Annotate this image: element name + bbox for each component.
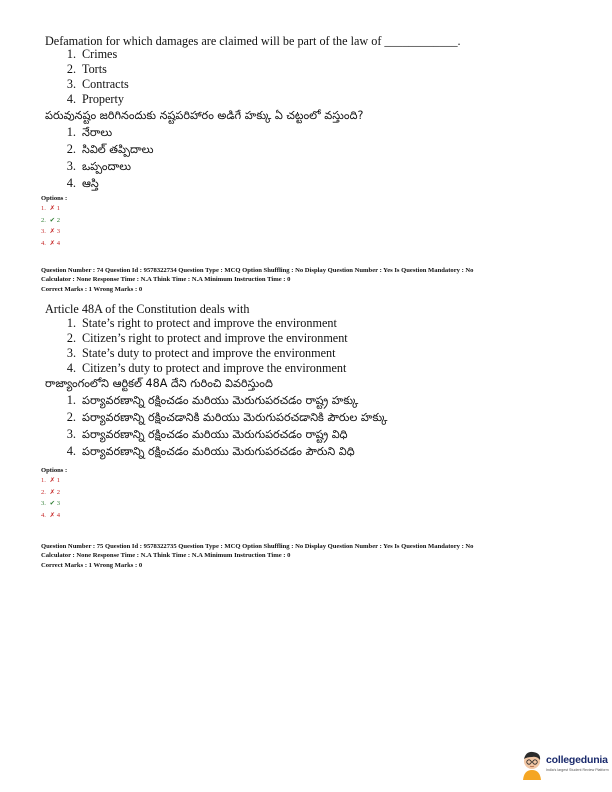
- q74-answer-1: 1. ✗ 1: [41, 475, 67, 487]
- wrong-mark-icon: ✗: [49, 239, 56, 247]
- q73-answer-2: 2. ✔ 2: [41, 215, 67, 227]
- q74-answer-options: [41, 466, 67, 521]
- options-label: Options :: [41, 195, 68, 202]
- options-label: Options :: [41, 467, 68, 474]
- q74-meta: [41, 266, 576, 294]
- wrong-mark-icon: ✗: [49, 511, 56, 519]
- q74-option-en-3: 3. State’s duty to protect and improve the environment: [66, 346, 336, 360]
- q75-meta-line3: Correct Marks : 1 Wrong Marks : 0: [41, 561, 143, 569]
- q74-options-en: [45, 316, 348, 376]
- q73-options-te: [45, 124, 153, 192]
- q73-answer-3: 3. ✗ 3: [41, 226, 67, 238]
- check-mark-icon: ✔: [49, 500, 56, 508]
- wrong-mark-icon: ✗: [49, 205, 56, 212]
- q74-option-te-2: 2. పర్యావరణాన్ని రక్షించడానికి మరియు మెరుగుపరచడానికి పౌరుల హక్కు: [66, 410, 388, 424]
- q74-meta-line1: Question Number : 74 Question Id : 9578322734 Question Type : MCQ Option Shuffling : No Display Question Number : Yes Is Question Mandatory : No: [41, 267, 474, 274]
- q74-option-te-1: 1. పర్యావరణాన్ని రక్షించడం మరియు మెరుగుపరచడం రాష్ట్ర హక్కు: [66, 393, 359, 407]
- wrong-mark-icon: ✗: [49, 488, 56, 496]
- collegedunia-logo: [518, 748, 609, 784]
- q74-meta-line2: Calculator : None Response Time : N.A Think Time : N.A Minimum Instruction Time : 0: [41, 276, 291, 284]
- q74-option-en-1: 1. State’s right to protect and improve the environment: [66, 316, 337, 330]
- q73-option-en-2: 2. Torts: [66, 62, 107, 76]
- q73-options-en: [45, 47, 129, 107]
- q74-option-en-4: 4. Citizen’s duty to protect and improve the environment: [66, 361, 347, 375]
- q73-stem-te: పరువునష్టం జరిగినందుకు నష్టపరిహారం అడిగే హక్కు ఏ చట్టంలో వస్తుంది?: [45, 109, 364, 122]
- q74-option-en-2: 2. Citizen’s right to protect and improve the environment: [66, 331, 348, 345]
- q74-answer-4: 4. ✗ 4: [41, 510, 67, 522]
- q73-option-te-3: 3. ఒప్పందాలు: [66, 159, 132, 173]
- q75-meta-line1: Question Number : 75 Question Id : 9578322735 Question Type : MCQ Option Shuffling : No Display Question Number : Yes Is Question Mandatory : No: [41, 543, 474, 550]
- check-mark-icon: ✔: [49, 216, 56, 224]
- q74-meta-line3: Correct Marks : 1 Wrong Marks : 0: [41, 285, 143, 293]
- q74-stem-en: Article 48A of the Constitution deals with: [45, 302, 250, 316]
- q74-stem-te: రాజ్యాంగంలోని ఆర్టికల్ 48A దేని గురించి వివరిస్తుంది: [45, 377, 273, 390]
- q73-option-en-4: 4. Property: [66, 92, 124, 106]
- q74-option-te-3: 3. పర్యావరణాన్ని రక్షించడం మరియు మెరుగుపరచడం రాష్ట్ర విధి: [66, 427, 348, 441]
- q75-meta: [41, 542, 576, 570]
- q73-answer-1: 1. ✗ 1: [41, 203, 67, 215]
- logo-tagline: India's largest Student Review Platform: [546, 768, 609, 772]
- q73-option-en-3: 3. Contracts: [66, 77, 129, 91]
- wrong-mark-icon: ✗: [49, 228, 56, 236]
- q74-answer-3: 3. ✔ 3: [41, 498, 67, 510]
- q73-option-te-4: 4. ఆస్తి: [66, 176, 99, 190]
- q73-option-en-1: 1. Crimes: [66, 47, 118, 61]
- q73-option-te-1: 1. నేరాలు: [66, 125, 113, 139]
- q74-options-te: [45, 392, 387, 460]
- q73-answer-options: [41, 194, 67, 249]
- wrong-mark-icon: ✗: [49, 477, 56, 484]
- q74-answer-2: 2. ✗ 2: [41, 487, 67, 499]
- q73-option-te-2: 2. సివిల్ తప్పిదాలు: [66, 142, 154, 156]
- logo-wordmark: collegedunia: [546, 754, 608, 766]
- q73-answer-4: 4. ✗ 4: [41, 238, 67, 250]
- student-avatar-icon: [520, 750, 544, 780]
- q74-option-te-4: 4. పర్యావరణాన్ని రక్షించడం మరియు మెరుగుపరచడం పౌరుని విధి: [66, 444, 355, 458]
- q75-meta-line2: Calculator : None Response Time : N.A Think Time : N.A Minimum Instruction Time : 0: [41, 552, 291, 560]
- q73-stem-en: Defamation for which damages are claimed will be part of the law of ____________.: [45, 34, 461, 48]
